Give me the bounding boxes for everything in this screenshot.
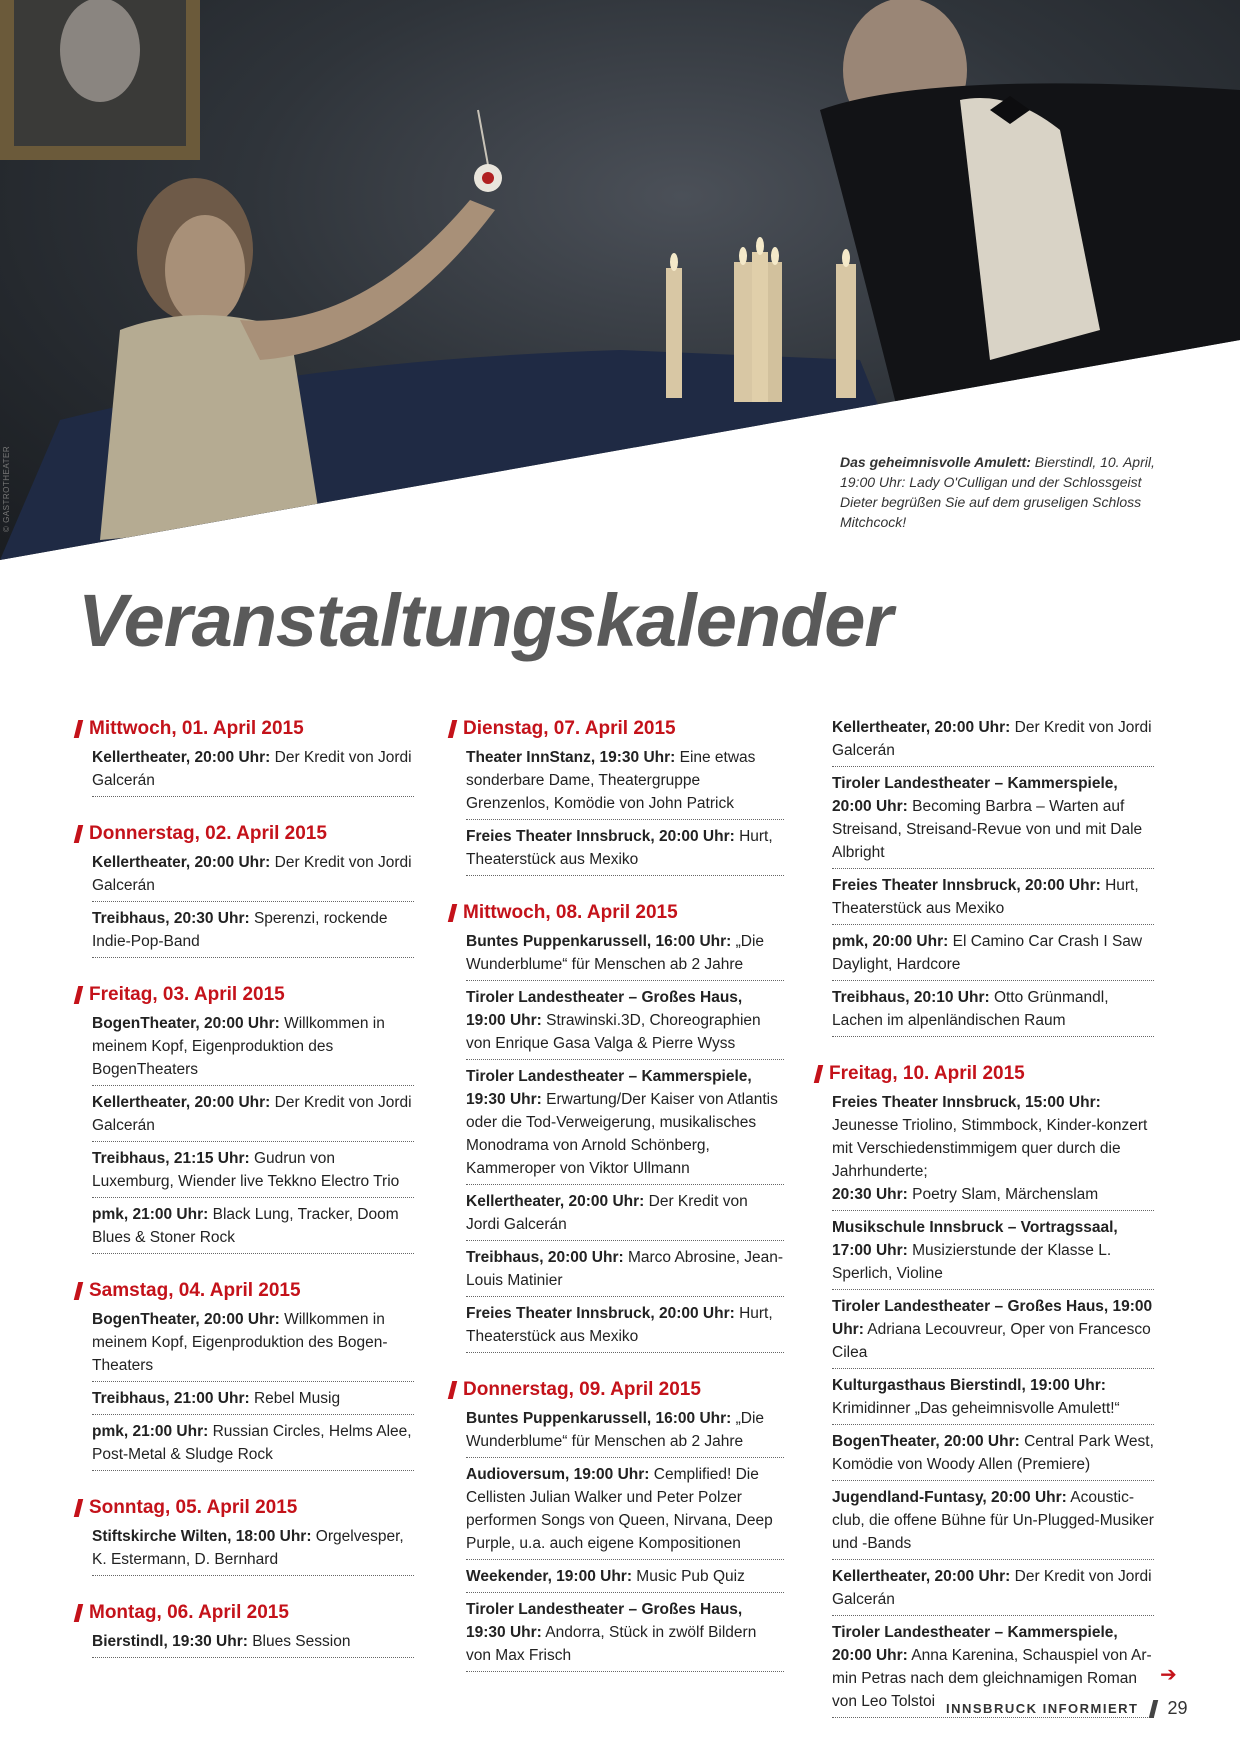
event-description: „Die Wunderblume“ für Menschen ab 2 Jahre <box>466 933 765 973</box>
event-entry <box>832 1295 1154 1369</box>
event-venue-time: Treibhaus, 21:00 Uhr: <box>92 1390 250 1407</box>
event-entry <box>92 1203 414 1254</box>
event-entry <box>92 1387 414 1415</box>
event-venue-time: Stiftskirche Wilten, 18:00 Uhr: <box>92 1528 312 1545</box>
calendar-day <box>816 1061 1154 1718</box>
calendar-day <box>76 821 414 958</box>
event-venue-time: Kellertheater, 20:00 Uhr: <box>92 1094 271 1111</box>
day-date: Mittwoch, 08. April 2015 <box>463 902 678 923</box>
event-entry <box>92 1525 414 1576</box>
event-description: Andorra, Stück in zwölf Bildern von Max Frisch <box>466 1624 757 1664</box>
day-heading <box>450 1377 784 1403</box>
calendar-day <box>76 716 414 797</box>
slash-marker <box>448 720 457 738</box>
event-venue-time: Buntes Puppenkarussell, 16:00 Uhr: <box>466 933 732 950</box>
event-description: Der Kredit von Jordi Galcerán <box>92 854 412 894</box>
event-venue-time: Kellertheater, 20:00 Uhr: <box>832 719 1011 736</box>
event-venue-time: Buntes Puppenkarussell, 16:00 Uhr: <box>466 1410 732 1427</box>
event-entry <box>92 1308 414 1382</box>
event-description: Willkommen in meinem Kopf, Eigenproduktion des BogenTheaters <box>92 1015 385 1078</box>
event-venue-time: Jugendland-Funtasy, 20:00 Uhr: <box>832 1489 1067 1506</box>
slash-marker <box>74 1604 83 1622</box>
day-date: Samstag, 04. April 2015 <box>89 1280 301 1301</box>
event-description: Poetry Slam, Märchenslam <box>907 1186 1099 1203</box>
event-venue-time: Weekender, 19:00 Uhr: <box>466 1568 632 1585</box>
event-description: Rebel Musig <box>249 1390 341 1407</box>
event-description: Erwartung/Der Kaiser von Atlantis oder die Tod-Verweigerung, musikalisches Monodrama von Arnold Schönberg, Kammeroper von Viktor Ullmann <box>466 1091 778 1177</box>
event-entry <box>832 1091 1154 1211</box>
event-description: Willkommen in meinem Kopf, Eigenproduktion des Bogen-Theaters <box>92 1311 388 1374</box>
event-entry <box>832 772 1154 869</box>
event-description: Der Kredit von Jordi Galcerán <box>832 1568 1152 1608</box>
day-heading <box>76 1600 414 1626</box>
event-venue-time: Treibhaus, 20:00 Uhr: <box>466 1249 624 1266</box>
event-venue-time: Freies Theater Innsbruck, 20:00 Uhr: <box>466 1305 735 1322</box>
event-venue-time: Kellertheater, 20:00 Uhr: <box>832 1568 1011 1585</box>
footer-separator <box>1148 1700 1157 1718</box>
event-venue-time: Theater InnStanz, 19:30 Uhr: <box>466 749 676 766</box>
event-description: Marco Abrosine, Jean-Louis Matinier <box>466 1249 784 1289</box>
event-venue-time: Treibhaus, 21:15 Uhr: <box>92 1150 250 1167</box>
calendar-day <box>76 1278 414 1471</box>
event-entry <box>832 986 1154 1037</box>
day-heading <box>450 716 784 742</box>
event-venue-time: pmk, 21:00 Uhr: <box>92 1206 209 1223</box>
event-entry <box>466 1463 784 1560</box>
event-entry <box>466 825 784 876</box>
event-venue-time: Freies Theater Innsbruck, 15:00 Uhr: <box>832 1094 1101 1111</box>
event-entry <box>92 907 414 958</box>
event-venue-time: Tiroler Landestheater – Kammerspiele, 19:30 Uhr: <box>466 1068 752 1108</box>
page-footer <box>946 1698 1188 1719</box>
event-description: Der Kredit von Jordi Galcerán <box>92 1094 412 1134</box>
day-heading <box>450 900 784 926</box>
next-page-arrow-icon[interactable]: ➔ <box>1160 1664 1177 1686</box>
event-description: Eine etwas sonderbare Dame, Theatergruppe Grenzenlos, Komödie von John Patrick <box>466 749 756 812</box>
day-date: Sonntag, 05. April 2015 <box>89 1497 298 1518</box>
event-description: Der Kredit von Jordi Galcerán <box>92 749 412 789</box>
event-entry <box>466 986 784 1060</box>
event-description: Adriana Lecouvreur, Oper von Francesco Cilea <box>832 1321 1151 1361</box>
day-date: Donnerstag, 09. April 2015 <box>463 1379 701 1400</box>
event-venue-time: Kellertheater, 20:00 Uhr: <box>466 1193 645 1210</box>
event-description: Music Pub Quiz <box>631 1568 745 1585</box>
event-description: Becoming Barbra – Warten auf Streisand, Streisand-Revue von und mit Dale Albright <box>832 798 1143 861</box>
event-entry <box>92 851 414 902</box>
event-venue-time: Kellertheater, 20:00 Uhr: <box>92 749 271 766</box>
slash-marker <box>448 904 457 922</box>
event-entry <box>92 1420 414 1471</box>
slash-marker <box>74 1499 83 1517</box>
caption-text: Bierstindl, 10. April, 19:00 Uhr: Lady O'Culligan und der Schlossgeist Dieter begrüßen Sie auf dem gruseligen Schloss Mitchcock! <box>840 454 1155 530</box>
day-date: Dienstag, 07. April 2015 <box>463 718 676 739</box>
event-description: Central Park West, Komödie von Woody Allen (Premiere) <box>832 1433 1154 1473</box>
event-entry <box>466 1246 784 1297</box>
day-heading <box>76 1495 414 1521</box>
calendar-day <box>76 982 414 1254</box>
slash-marker <box>74 1282 83 1300</box>
event-entry <box>832 1374 1154 1425</box>
event-venue-time: Freies Theater Innsbruck, 20:00 Uhr: <box>832 877 1101 894</box>
event-entry <box>466 1065 784 1185</box>
event-description: Der Kredit von Jordi Galcerán <box>466 1193 748 1233</box>
event-description: Cemplified! Die Cellisten Julian Walker und Peter Polzer performen Songs von Queen, Nirvana, Deep Purple, u.a. auch eigene Kompositionen <box>466 1466 773 1552</box>
event-description: Hurt, Theaterstück aus Mexiko <box>466 828 773 868</box>
event-description: Anna Karenina, Schauspiel von Ar-min Petras nach dem gleichnamigen Roman von Leo Tolstoi <box>832 1647 1152 1710</box>
event-description: Der Kredit von Jordi Galcerán <box>832 719 1152 759</box>
event-venue-time: Audioversum, 19:00 Uhr: <box>466 1466 650 1483</box>
page-number: 29 <box>1167 1698 1188 1718</box>
event-description: Otto Grünmandl, Lachen im alpenländischen Raum <box>832 989 1109 1029</box>
day-date: Mittwoch, 01. April 2015 <box>89 718 304 739</box>
event-entry <box>832 874 1154 925</box>
slash-marker <box>814 1065 823 1083</box>
event-venue-time: Tiroler Landestheater – Kammerspiele, 20:00 Uhr: <box>832 1624 1118 1664</box>
caption-title: Das geheimnisvolle Amulett: <box>840 454 1031 470</box>
slash-marker <box>74 986 83 1004</box>
event-description: El Camino Car Crash I Saw Daylight, Hardcore <box>832 933 1143 973</box>
event-entry <box>92 746 414 797</box>
slash-marker <box>448 1381 457 1399</box>
event-entry <box>92 1091 414 1142</box>
slash-marker <box>74 720 83 738</box>
event-venue-time: BogenTheater, 20:00 Uhr: <box>832 1433 1020 1450</box>
event-entry <box>832 1486 1154 1560</box>
day-date: Freitag, 03. April 2015 <box>89 984 285 1005</box>
day-heading <box>76 716 414 742</box>
event-entry <box>92 1630 414 1658</box>
calendar-column-3 <box>816 716 1154 1742</box>
publication-name: INNSBRUCK INFORMIERT <box>946 1701 1139 1716</box>
event-venue-time: Freies Theater Innsbruck, 20:00 Uhr: <box>466 828 735 845</box>
event-entry <box>466 1190 784 1241</box>
day-heading <box>76 821 414 847</box>
photo-caption <box>840 452 1160 532</box>
event-venue-time: Musikschule Innsbruck – Vortragssaal, 17:00 Uhr: <box>832 1219 1118 1259</box>
calendar-day <box>76 1600 414 1658</box>
event-description: Strawinski.3D, Choreographien von Enrique Gasa Valga & Pierre Wyss <box>466 1012 761 1052</box>
day-date: Montag, 06. April 2015 <box>89 1602 289 1623</box>
day-heading <box>76 982 414 1008</box>
day-date: Freitag, 10. April 2015 <box>829 1063 1025 1084</box>
event-entry <box>832 716 1154 767</box>
event-entry <box>92 1147 414 1198</box>
event-description: Krimidinner „Das geheimnisvolle Amulett!“ <box>832 1400 1120 1417</box>
event-entry <box>832 930 1154 981</box>
event-description: Black Lung, Tracker, Doom Blues & Stoner Rock <box>92 1206 399 1246</box>
calendar-day <box>816 716 1154 1037</box>
event-venue-time: Treibhaus, 20:30 Uhr: <box>92 910 250 927</box>
event-venue-time: Tiroler Landestheater – Großes Haus, 19:00 Uhr: <box>466 989 743 1029</box>
event-description: Hurt, Theaterstück aus Mexiko <box>832 877 1139 917</box>
event-description: Orgelvesper, K. Estermann, D. Bernhard <box>92 1528 404 1568</box>
event-entry <box>466 1565 784 1593</box>
calendar-day <box>450 716 784 876</box>
event-description: Hurt, Theaterstück aus Mexiko <box>466 1305 773 1345</box>
event-entry <box>466 746 784 820</box>
event-venue-time: Kellertheater, 20:00 Uhr: <box>92 854 271 871</box>
calendar-day <box>450 900 784 1353</box>
event-description: Blues Session <box>247 1633 351 1650</box>
calendar-day <box>450 1377 784 1672</box>
event-description: Sperenzi, rockende Indie-Pop-Band <box>92 910 388 950</box>
calendar-column-2 <box>450 716 784 1696</box>
calendar-day <box>76 1495 414 1576</box>
event-entry <box>832 1430 1154 1481</box>
day-heading <box>816 1061 1154 1087</box>
event-venue-time: Tiroler Landestheater – Großes Haus, 19:00 Uhr: <box>832 1298 1153 1338</box>
event-entry <box>466 1302 784 1353</box>
day-heading <box>76 1278 414 1304</box>
event-entry <box>466 930 784 981</box>
event-entry <box>92 1012 414 1086</box>
event-description: „Die Wunderblume“ für Menschen ab 2 Jahre <box>466 1410 765 1450</box>
event-venue-time: Kulturgasthaus Bierstindl, 19:00 Uhr: <box>832 1377 1106 1394</box>
event-venue-time: Bierstindl, 19:30 Uhr: <box>92 1633 248 1650</box>
slash-marker <box>74 825 83 843</box>
event-venue-time: BogenTheater, 20:00 Uhr: <box>92 1015 280 1032</box>
event-venue-time: 20:30 Uhr: <box>832 1186 908 1203</box>
event-venue-time: pmk, 20:00 Uhr: <box>832 933 949 950</box>
event-entry <box>466 1407 784 1458</box>
page-title: Veranstaltungskalender <box>78 579 893 662</box>
event-venue-time: BogenTheater, 20:00 Uhr: <box>92 1311 280 1328</box>
day-date: Donnerstag, 02. April 2015 <box>89 823 327 844</box>
event-entry <box>466 1598 784 1672</box>
event-venue-time: Treibhaus, 20:10 Uhr: <box>832 989 990 1006</box>
event-venue-time: Tiroler Landestheater – Großes Haus, 19:30 Uhr: <box>466 1601 743 1641</box>
event-description: Gudrun von Luxemburg, Wiender live Tekkno Electro Trio <box>92 1150 400 1190</box>
event-description: Jeunesse Triolino, Stimmbock, Kinder-konzert mit Verschiedenstimmigem quer durch die Jahrhunderte; <box>832 1117 1148 1180</box>
event-entry <box>832 1216 1154 1290</box>
event-venue-time: pmk, 21:00 Uhr: <box>92 1423 209 1440</box>
photo-credit: © GASTROTHEATER <box>2 445 11 532</box>
event-venue-time: Tiroler Landestheater – Kammerspiele, 20:00 Uhr: <box>832 775 1118 815</box>
calendar-column-1 <box>76 716 414 1682</box>
event-description: Acoustic-club, die offene Bühne für Un-Plugged-Musiker und -Bands <box>832 1489 1154 1552</box>
event-entry <box>832 1565 1154 1616</box>
event-description: Musizierstunde der Klasse L. Sperlich, Violine <box>832 1242 1112 1282</box>
event-description: Russian Circles, Helms Alee, Post-Metal & Sludge Rock <box>92 1423 412 1463</box>
